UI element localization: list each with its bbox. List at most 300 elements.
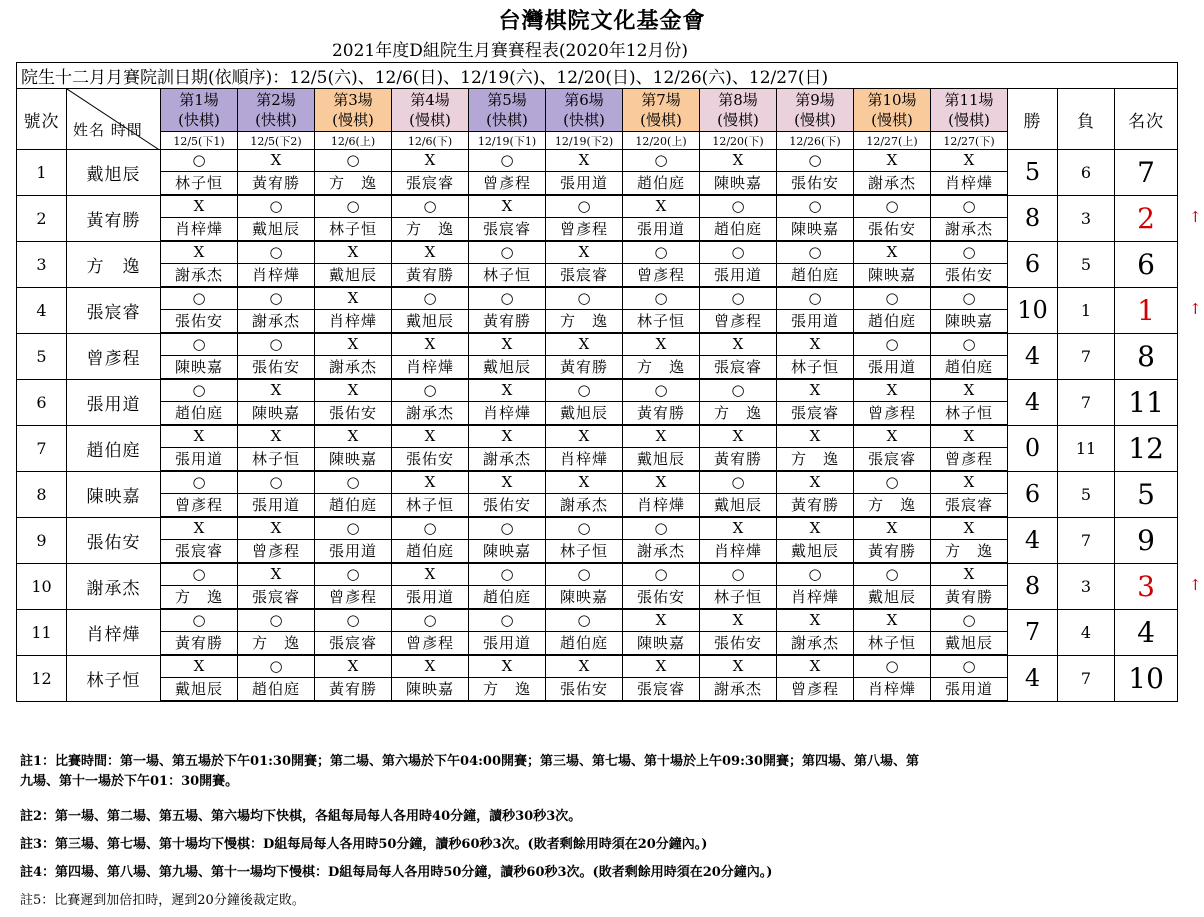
opponent-name: 林子恒: [777, 356, 854, 380]
opponent-name: 黃宥勝: [392, 264, 469, 288]
game-result: ○: [623, 150, 700, 172]
wins-count: 4: [1008, 379, 1058, 425]
player-row-result: [17, 471, 1178, 494]
game-result: X: [700, 150, 777, 172]
game-result: ○: [161, 379, 238, 402]
round-label: 第8場: [718, 91, 758, 109]
game-result: ○: [700, 471, 777, 494]
round-label: 第2場: [256, 91, 296, 109]
game-result: ○: [700, 195, 777, 218]
round-label: 第3場: [333, 91, 373, 109]
player-number: 11: [17, 609, 67, 655]
opponent-name: 趙伯庭: [238, 678, 315, 702]
document-subtitle: 2021年度D組院生月賽賽程表(2020年12月份): [331, 41, 689, 61]
game-result: ○: [854, 471, 931, 494]
opponent-name: 戴旭辰: [315, 264, 392, 288]
opponent-name: 趙伯庭: [392, 540, 469, 564]
opponent-name: 戴旭辰: [623, 448, 700, 472]
round-label: 第11場: [944, 91, 994, 109]
opponent-name: 陳映嘉: [623, 632, 700, 656]
game-result: ○: [623, 287, 700, 310]
opponent-name: 方 逸: [238, 632, 315, 656]
round-type: (慢棋): [871, 111, 913, 129]
game-result: X: [238, 379, 315, 402]
game-result: ○: [161, 150, 238, 172]
player-row-opponent: [17, 310, 1178, 334]
rank-value: 9: [1115, 517, 1178, 563]
note-5: 註5：比賽遲到加倍扣時，遲到20分鐘後裁定敗。: [20, 893, 305, 908]
rank-value: 4: [1115, 609, 1178, 655]
game-result: ○: [546, 195, 623, 218]
opponent-name: 趙伯庭: [546, 632, 623, 656]
opponent-name: 趙伯庭: [623, 172, 700, 196]
opponent-name: 肖梓燁: [392, 356, 469, 380]
round-label: 第9場: [795, 91, 835, 109]
opponent-name: 戴旭辰: [469, 356, 546, 380]
game-result: ○: [777, 287, 854, 310]
game-result: X: [315, 379, 392, 402]
round-date-8: 12/20(下): [700, 132, 777, 150]
player-number: 8: [17, 471, 67, 517]
opponent-name: 曾彥程: [546, 218, 623, 242]
game-result: X: [546, 150, 623, 172]
opponent-name: 張用道: [392, 586, 469, 610]
game-result: X: [469, 333, 546, 356]
opponent-name: 趙伯庭: [700, 218, 777, 242]
opponent-name: 黃宥勝: [623, 402, 700, 426]
game-result: X: [777, 655, 854, 678]
game-result: ○: [700, 287, 777, 310]
opponent-name: 謝承杰: [469, 448, 546, 472]
game-result: X: [777, 379, 854, 402]
game-result: X: [700, 655, 777, 678]
note-4: 註4：第四場、第八場、第九場、第十一場均下慢棋：D組每局每人各用時50分鐘，讀秒60秒3次。(敗者剩餘用時須在20分鐘內。): [20, 865, 773, 880]
opponent-name: 黃宥勝: [469, 310, 546, 334]
losses-count: 7: [1058, 333, 1115, 379]
opponent-name: 肖梓燁: [854, 678, 931, 702]
rank-value: 11: [1115, 379, 1178, 425]
game-result: ○: [238, 195, 315, 218]
opponent-name: 曾彥程: [238, 540, 315, 564]
opponent-name: 謝承杰: [700, 678, 777, 702]
header-name-time: [67, 89, 161, 150]
losses-count: 7: [1058, 655, 1115, 701]
round-label: 第10場: [867, 91, 917, 109]
player-name: 陳映嘉: [67, 471, 161, 517]
header-time: 時間: [110, 121, 143, 139]
player-row-result: [17, 655, 1178, 678]
opponent-name: 謝承杰: [777, 632, 854, 656]
wins-count: 6: [1008, 241, 1058, 287]
game-result: ○: [546, 517, 623, 540]
wins-count: 5: [1008, 150, 1058, 196]
opponent-name: 方 逸: [931, 540, 1008, 564]
game-result: ○: [315, 150, 392, 172]
game-result: ○: [469, 609, 546, 632]
opponent-name: 戴旭辰: [392, 310, 469, 334]
opponent-name: 張用道: [700, 264, 777, 288]
game-result: X: [469, 425, 546, 448]
round-header-8: [700, 89, 777, 132]
round-header-7: [623, 89, 700, 132]
opponent-name: 張用道: [469, 632, 546, 656]
opponent-name: 張佑安: [623, 586, 700, 610]
player-row-result: [17, 517, 1178, 540]
opponent-name: 謝承杰: [392, 402, 469, 426]
opponent-name: 張宸睿: [623, 678, 700, 702]
player-name: 張佑安: [67, 517, 161, 563]
game-result: X: [392, 150, 469, 172]
schedule-dates-line: 院生十二月月賽院訓日期(依順序)：12/5(六)、12/6(日)、12/19(六)、12/20(日)、12/26(六)、12/27(日): [17, 63, 1178, 89]
player-name: 林子恒: [67, 655, 161, 701]
player-row-opponent: [17, 218, 1178, 242]
opponent-name: 張宸睿: [392, 172, 469, 196]
opponent-name: 張用道: [931, 678, 1008, 702]
game-result: X: [238, 150, 315, 172]
rank-up-arrow: ↑: [1189, 208, 1202, 226]
round-header-2: [238, 89, 315, 132]
losses-count: 11: [1058, 425, 1115, 471]
opponent-name: 黃宥勝: [854, 540, 931, 564]
opponent-name: 曾彥程: [392, 632, 469, 656]
game-result: ○: [854, 333, 931, 356]
round-date-row: [17, 132, 1178, 150]
rank-value: 2: [1115, 195, 1178, 241]
opponent-name: 張佑安: [931, 264, 1008, 288]
opponent-name: 肖梓燁: [623, 494, 700, 518]
game-result: X: [315, 287, 392, 310]
round-type: (慢棋): [409, 111, 451, 129]
opponent-name: 陳映嘉: [700, 172, 777, 196]
game-result: X: [931, 563, 1008, 586]
opponent-name: 林子恒: [392, 494, 469, 518]
round-header-6: [546, 89, 623, 132]
player-name: 謝承杰: [67, 563, 161, 609]
game-result: ○: [623, 241, 700, 264]
opponent-name: 謝承杰: [931, 218, 1008, 242]
player-row-opponent: [17, 264, 1178, 288]
game-result: X: [238, 563, 315, 586]
game-result: X: [161, 425, 238, 448]
game-result: ○: [238, 471, 315, 494]
header-wins: 勝: [1008, 89, 1058, 150]
player-row-opponent: [17, 540, 1178, 564]
game-result: ○: [469, 241, 546, 264]
game-result: X: [469, 379, 546, 402]
game-result: ○: [777, 241, 854, 264]
opponent-name: 曾彥程: [623, 264, 700, 288]
opponent-name: 趙伯庭: [777, 264, 854, 288]
game-result: ○: [854, 195, 931, 218]
opponent-name: 黃宥勝: [777, 494, 854, 518]
opponent-name: 張佑安: [546, 678, 623, 702]
game-result: X: [469, 655, 546, 678]
opponent-name: 張用道: [161, 448, 238, 472]
game-result: ○: [315, 609, 392, 632]
note-3: 註3：第三場、第七場、第十場均下慢棋：D組每局每人各用時50分鐘，讀秒60秒3次。(敗者剩餘用時須在20分鐘內。): [20, 837, 708, 852]
player-row-opponent: [17, 586, 1178, 610]
round-type: (快棋): [486, 111, 528, 129]
player-row-result: [17, 241, 1178, 264]
game-result: X: [392, 655, 469, 678]
game-result: ○: [854, 655, 931, 678]
opponent-name: 謝承杰: [238, 310, 315, 334]
opponent-name: 方 逸: [700, 402, 777, 426]
losses-count: 7: [1058, 379, 1115, 425]
round-header-11: [931, 89, 1008, 132]
opponent-name: 戴旭辰: [700, 494, 777, 518]
opponent-name: 張用道: [623, 218, 700, 242]
game-result: X: [623, 333, 700, 356]
opponent-name: 張宸睿: [469, 218, 546, 242]
opponent-name: 張用道: [315, 540, 392, 564]
losses-count: 1: [1058, 287, 1115, 333]
player-name: 趙伯庭: [67, 425, 161, 471]
game-result: X: [854, 241, 931, 264]
game-result: X: [777, 425, 854, 448]
round-type: (慢棋): [640, 111, 682, 129]
opponent-name: 張宸睿: [854, 448, 931, 472]
opponent-name: 林子恒: [315, 218, 392, 242]
game-result: ○: [161, 563, 238, 586]
opponent-name: 肖梓燁: [700, 540, 777, 564]
opponent-name: 陳映嘉: [238, 402, 315, 426]
opponent-name: 戴旭辰: [238, 218, 315, 242]
opponent-name: 黃宥勝: [931, 586, 1008, 610]
game-result: ○: [392, 287, 469, 310]
game-result: ○: [392, 195, 469, 218]
header-name: 姓名: [73, 121, 106, 139]
game-result: ○: [623, 517, 700, 540]
opponent-name: 張用道: [546, 172, 623, 196]
note-2: 註2：第一場、第二場、第五場、第六場均下快棋，各組每局每人各用時40分鐘，讀秒30秒3次。: [20, 809, 582, 824]
note-1: 註1：比賽時間：第一場、第五場於下午01:30開賽；第二場、第六場於下午04:00開賽；第三場、第七場、第十場於上午09:30開賽；第四場、第八場、第: [20, 754, 919, 769]
player-name: 張用道: [67, 379, 161, 425]
opponent-name: 陳映嘉: [161, 356, 238, 380]
game-result: ○: [238, 655, 315, 678]
opponent-name: 趙伯庭: [469, 586, 546, 610]
game-result: X: [315, 425, 392, 448]
game-result: ○: [546, 563, 623, 586]
game-result: X: [392, 241, 469, 264]
wins-count: 4: [1008, 655, 1058, 701]
opponent-name: 方 逸: [546, 310, 623, 334]
opponent-name: 曾彥程: [161, 494, 238, 518]
game-result: X: [161, 195, 238, 218]
opponent-name: 謝承杰: [623, 540, 700, 564]
player-row-result: [17, 563, 1178, 586]
opponent-name: 戴旭辰: [931, 632, 1008, 656]
wins-count: 7: [1008, 609, 1058, 655]
opponent-name: 林子恒: [700, 586, 777, 610]
game-result: X: [546, 333, 623, 356]
game-result: ○: [238, 609, 315, 632]
player-number: 9: [17, 517, 67, 563]
opponent-name: 方 逸: [854, 494, 931, 518]
opponent-name: 林子恒: [161, 172, 238, 196]
opponent-name: 張佑安: [854, 218, 931, 242]
game-result: ○: [546, 609, 623, 632]
losses-count: 7: [1058, 517, 1115, 563]
opponent-name: 張宸睿: [777, 402, 854, 426]
opponent-name: 戴旭辰: [161, 678, 238, 702]
game-result: X: [161, 241, 238, 264]
opponent-name: 謝承杰: [546, 494, 623, 518]
game-result: ○: [700, 241, 777, 264]
opponent-name: 謝承杰: [161, 264, 238, 288]
opponent-name: 張宸睿: [315, 632, 392, 656]
opponent-name: 趙伯庭: [854, 310, 931, 334]
game-result: ○: [392, 379, 469, 402]
game-result: ○: [931, 333, 1008, 356]
opponent-name: 戴旭辰: [777, 540, 854, 564]
opponent-name: 趙伯庭: [315, 494, 392, 518]
game-result: ○: [931, 609, 1008, 632]
round-header-3: [315, 89, 392, 132]
opponent-name: 陳映嘉: [315, 448, 392, 472]
player-row-opponent: [17, 678, 1178, 702]
opponent-name: 肖梓燁: [469, 402, 546, 426]
rank-value: 12: [1115, 425, 1178, 471]
game-result: X: [700, 517, 777, 540]
game-result: ○: [931, 195, 1008, 218]
game-result: ○: [315, 517, 392, 540]
player-name: 黃宥勝: [67, 195, 161, 241]
opponent-name: 張宸睿: [161, 540, 238, 564]
opponent-name: 曾彥程: [700, 310, 777, 334]
player-name: 方 逸: [67, 241, 161, 287]
round-date-4: 12/6(下): [392, 132, 469, 150]
game-result: X: [931, 150, 1008, 172]
game-result: ○: [931, 241, 1008, 264]
opponent-name: 方 逸: [469, 678, 546, 702]
opponent-name: 黃宥勝: [238, 172, 315, 196]
opponent-name: 林子恒: [546, 540, 623, 564]
game-result: X: [777, 333, 854, 356]
game-result: ○: [777, 195, 854, 218]
game-result: X: [777, 471, 854, 494]
round-date-6: 12/19(下2): [546, 132, 623, 150]
rank-value: 5: [1115, 471, 1178, 517]
opponent-name: 陳映嘉: [469, 540, 546, 564]
round-header-4: [392, 89, 469, 132]
round-header-row: [17, 89, 1178, 132]
game-result: X: [623, 471, 700, 494]
rank-value: 7: [1115, 150, 1178, 196]
game-result: X: [623, 195, 700, 218]
opponent-name: 張佑安: [469, 494, 546, 518]
opponent-name: 張宸睿: [931, 494, 1008, 518]
game-result: X: [854, 517, 931, 540]
game-result: X: [931, 517, 1008, 540]
round-header-9: [777, 89, 854, 132]
wins-count: 6: [1008, 471, 1058, 517]
game-result: ○: [546, 287, 623, 310]
game-result: X: [623, 425, 700, 448]
rank-value: 1: [1115, 287, 1178, 333]
game-result: ○: [469, 150, 546, 172]
opponent-name: 林子恒: [469, 264, 546, 288]
game-result: ○: [392, 517, 469, 540]
player-number: 7: [17, 425, 67, 471]
opponent-name: 陳映嘉: [931, 310, 1008, 334]
opponent-name: 林子恒: [854, 632, 931, 656]
wins-count: 4: [1008, 333, 1058, 379]
wins-count: 0: [1008, 425, 1058, 471]
opponent-name: 黃宥勝: [546, 356, 623, 380]
header-losses: 負: [1058, 89, 1115, 150]
opponent-name: 肖梓燁: [931, 172, 1008, 196]
opponent-name: 方 逸: [161, 586, 238, 610]
opponent-name: 曾彥程: [931, 448, 1008, 472]
opponent-name: 方 逸: [315, 172, 392, 196]
game-result: ○: [546, 379, 623, 402]
game-result: X: [392, 563, 469, 586]
round-type: (慢棋): [717, 111, 759, 129]
game-result: X: [700, 609, 777, 632]
game-result: X: [623, 609, 700, 632]
opponent-name: 戴旭辰: [854, 586, 931, 610]
player-number: 2: [17, 195, 67, 241]
game-result: X: [623, 655, 700, 678]
round-date-1: 12/5(下1): [161, 132, 238, 150]
round-date-3: 12/6(上): [315, 132, 392, 150]
player-name: 曾彥程: [67, 333, 161, 379]
round-type: (快棋): [563, 111, 605, 129]
game-result: X: [931, 425, 1008, 448]
opponent-name: 張佑安: [238, 356, 315, 380]
opponent-name: 肖梓燁: [238, 264, 315, 288]
opponent-name: 方 逸: [623, 356, 700, 380]
opponent-name: 戴旭辰: [546, 402, 623, 426]
opponent-name: 曾彥程: [777, 678, 854, 702]
player-row-result: [17, 425, 1178, 448]
opponent-name: 陳映嘉: [777, 218, 854, 242]
game-result: X: [546, 241, 623, 264]
player-row-result: [17, 609, 1178, 632]
game-result: ○: [315, 471, 392, 494]
player-number: 4: [17, 287, 67, 333]
opponent-name: 張宸睿: [546, 264, 623, 288]
opponent-name: 張用道: [854, 356, 931, 380]
game-result: ○: [469, 563, 546, 586]
game-result: X: [315, 333, 392, 356]
game-result: X: [700, 425, 777, 448]
game-result: ○: [931, 287, 1008, 310]
round-header-1: [161, 89, 238, 132]
game-result: X: [854, 379, 931, 402]
opponent-name: 肖梓燁: [161, 218, 238, 242]
opponent-name: 肖梓燁: [777, 586, 854, 610]
wins-count: 10: [1008, 287, 1058, 333]
opponent-name: 趙伯庭: [931, 356, 1008, 380]
round-date-2: 12/5(下2): [238, 132, 315, 150]
game-result: ○: [161, 471, 238, 494]
rank-up-arrow: ↑: [1189, 576, 1202, 594]
opponent-name: 張佑安: [700, 632, 777, 656]
opponent-name: 謝承杰: [315, 356, 392, 380]
round-header-10: [854, 89, 931, 132]
game-result: X: [315, 655, 392, 678]
rank-value: 8: [1115, 333, 1178, 379]
player-number: 3: [17, 241, 67, 287]
losses-count: 4: [1058, 609, 1115, 655]
opponent-name: 曾彥程: [315, 586, 392, 610]
player-row-result: [17, 333, 1178, 356]
game-result: X: [546, 471, 623, 494]
losses-count: 5: [1058, 241, 1115, 287]
player-row-result: [17, 379, 1178, 402]
